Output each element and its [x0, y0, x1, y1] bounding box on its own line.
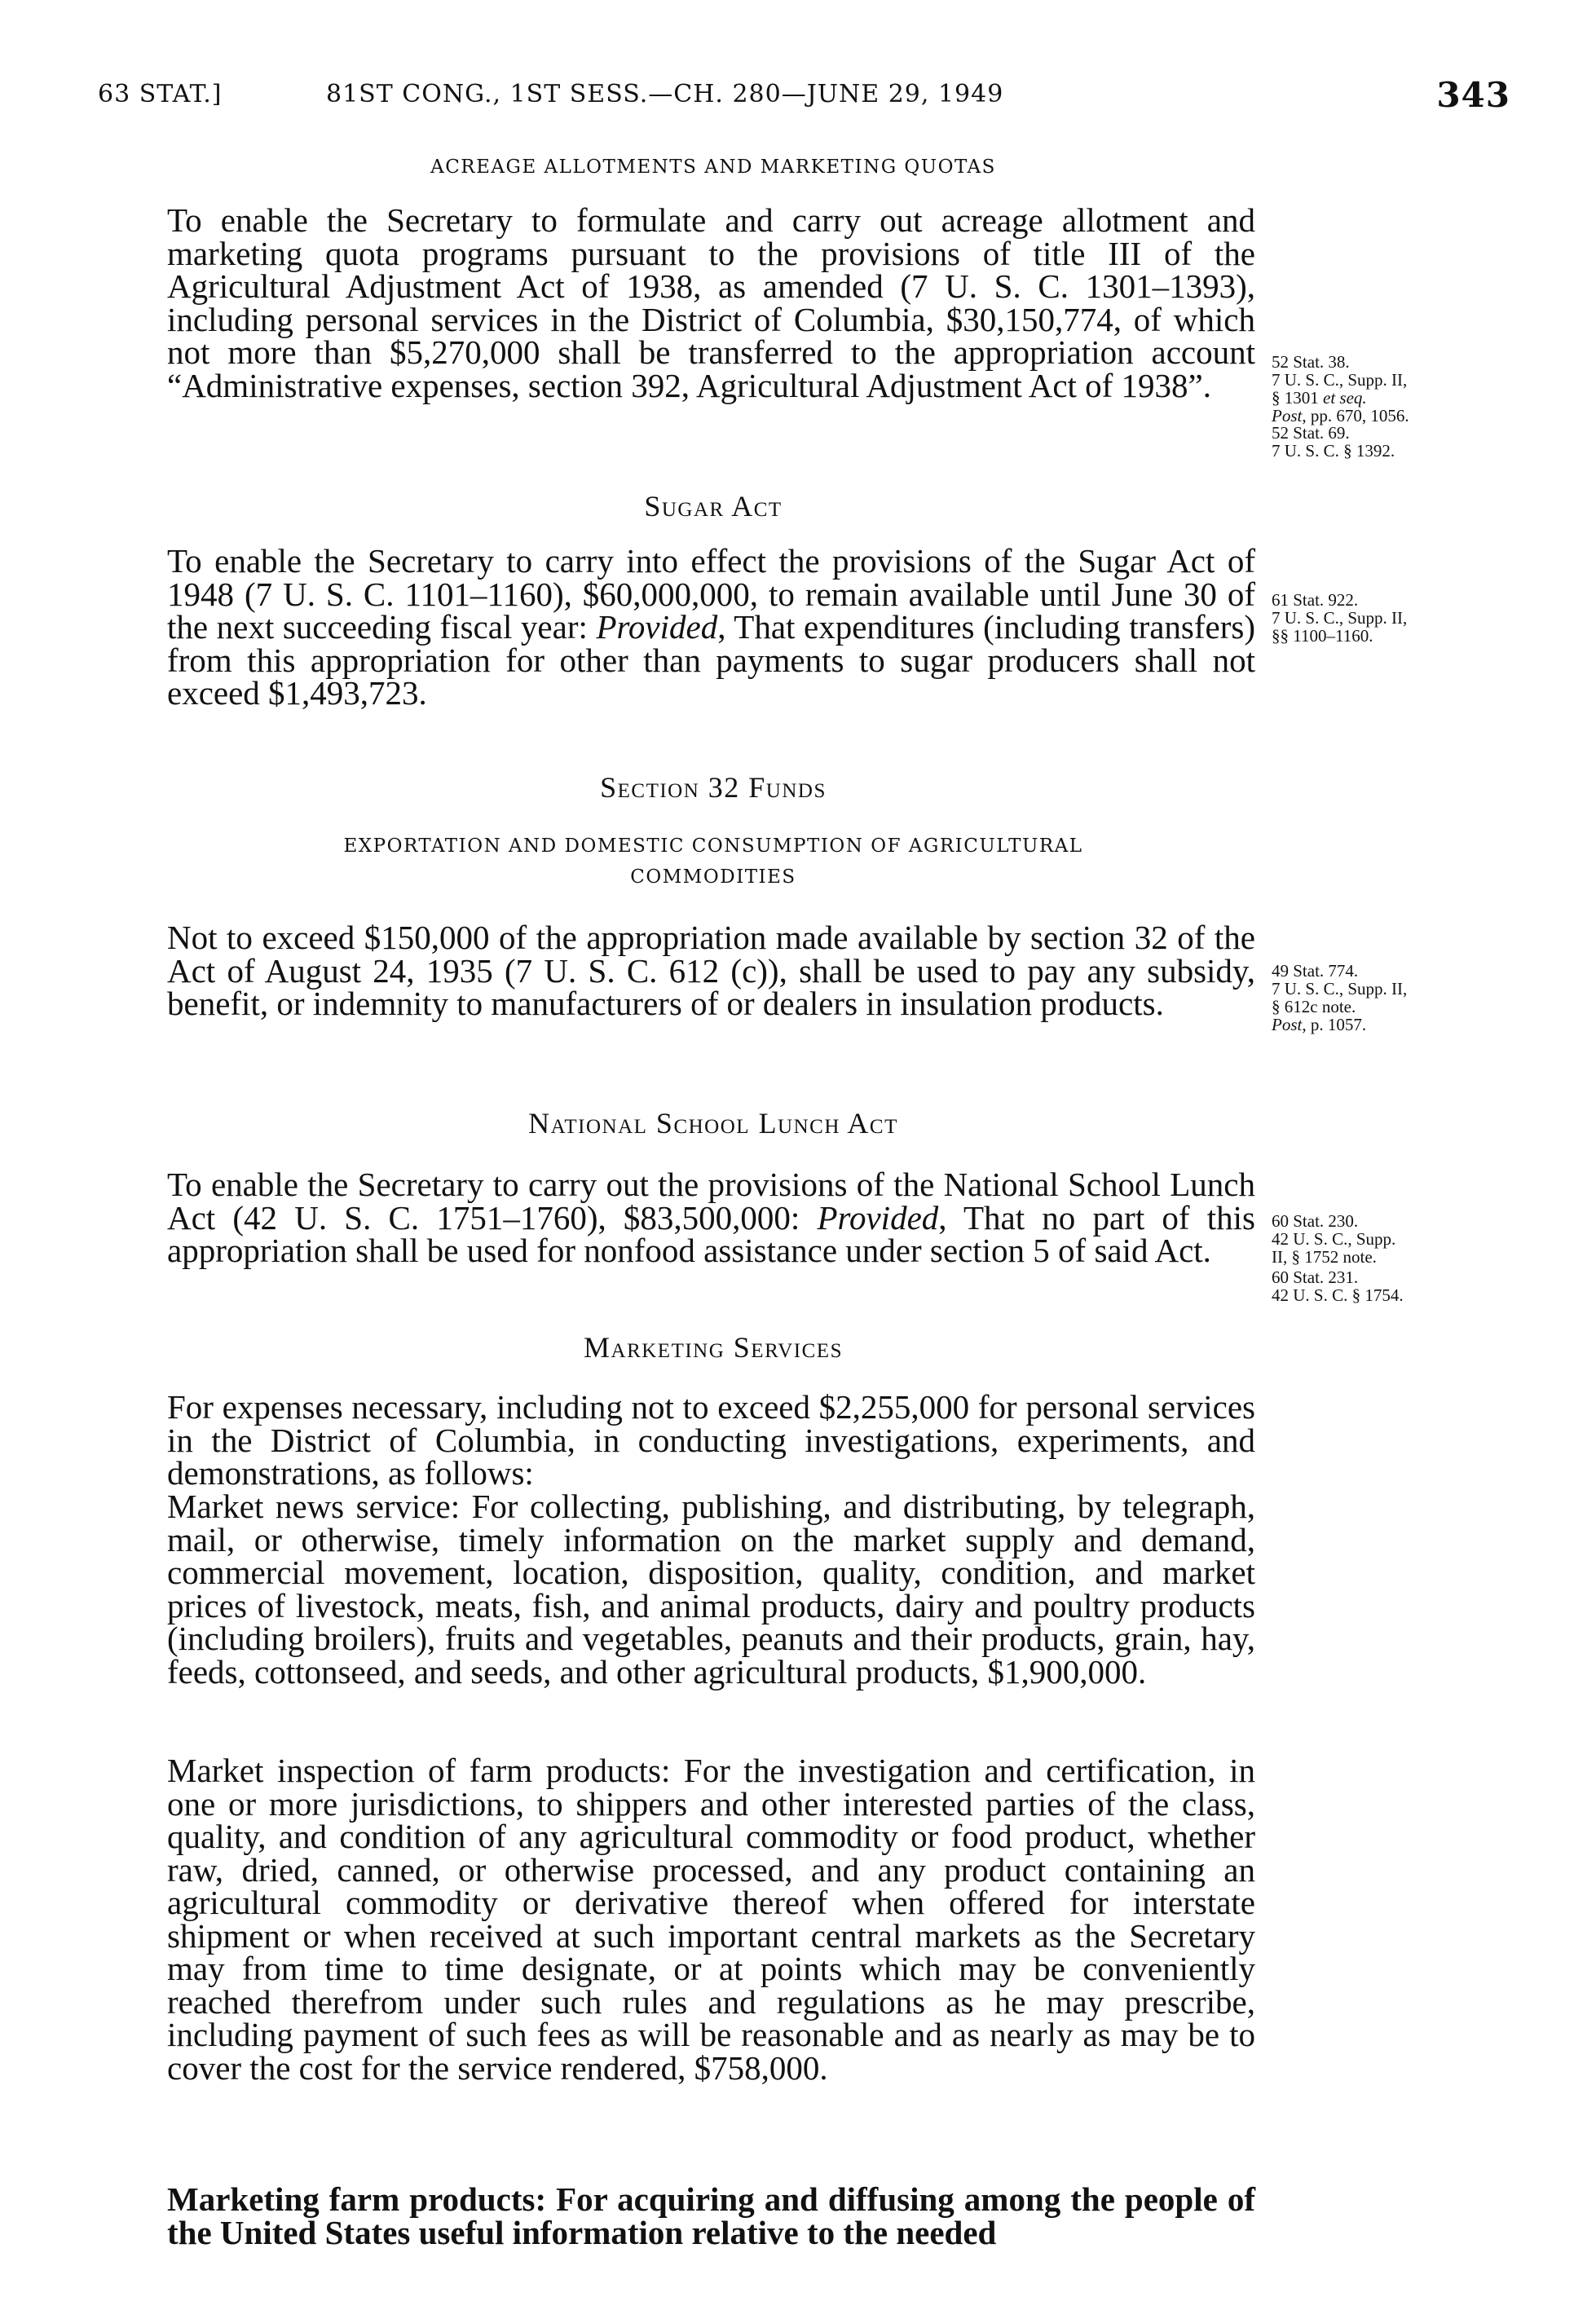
heading-marketing-services: Marketing Services: [584, 1331, 843, 1364]
page-number: 343: [1436, 75, 1510, 115]
paragraph-acreage: To enable the Secretary to formulate and carry out acreage allotment and marketing quota programs pursuant to the provisions of title III of the Agricultural Adjustment Act of 1938, as amended (7 U. S. C. 1301–1393), including personal services in the District of Columbia, $30,150,774, of which not more than $5,270,000 shall be transferred to the appropriation account “Administrative expenses, section 392, Agricultural Adjustment Act of 1938”.: [167, 201, 1255, 404]
paragraph-marketing-farm-products: Marketing farm products: For acquiring and diffusing among the people of the United States useful information relative to the needed: [167, 2180, 1255, 2251]
heading-acreage: ACREAGE ALLOTMENTS AND MARKETING QUOTAS: [430, 156, 996, 178]
paragraph-marketing-intro: For expenses necessary, including not to exceed $2,255,000 for personal services in the District of Columbia, in conducting investigations, experiments, and demonstrations, as follows:: [167, 1388, 1255, 1492]
margin-note-1: 52 Stat. 38. 7 U. S. C., Supp. II, § 1301 et seq. Post, pp. 670, 1056.: [1272, 352, 1409, 425]
paragraph-section-32: Not to exceed $150,000 of the appropriation made available by section 32 of the Act of August 24, 1935 (7 U. S. C. 612 (c)), shall be used to pay any subsidy, benefit, or indemnity to manufacturers of or dealers in insulation products.: [167, 919, 1255, 1022]
heading-sugar-act: Sugar Act: [644, 490, 783, 522]
margin-note-6: 60 Stat. 231. 42 U. S. C. § 1754.: [1272, 1267, 1404, 1305]
paragraph-market-news: Market news service: For collecting, publishing, and distributing, by telegraph, mail, or otherwise, timely information on the market supply and demand, commercial movement, location, disposition, quality, condition, and market prices of livestock, meats, fish, and animal products, dairy and poultry products (including broilers), fruits and vegetables, peanuts and their products, grain, hay, feeds, cottonseed, and seeds, and other agricultural products, $1,900,000.: [167, 1488, 1255, 1691]
paragraph-sugar-act: To enable the Secretary to carry into effect the provisions of the Sugar Act of 1948 (7 U. S. C. 1101–1160), $60,000,000, to remain available until June 30 of the next succeeding fiscal year: Provided, That expenditures (including transfers) from this appropriation for other than payments to sugar producers shall not exceed $1,493,723.: [167, 542, 1256, 712]
margin-note-5: 60 Stat. 230. 42 U. S. C., Supp. II, § 1752 note.: [1272, 1211, 1396, 1267]
heading-section-32: Section 32 Funds: [600, 771, 827, 804]
header-session: 81ST CONG., 1ST SESS.—CH. 280—JUNE 29, 1949: [326, 80, 1004, 108]
subheading-commodities: COMMODITIES: [630, 866, 796, 888]
paragraph-market-inspection: Market inspection of farm products: For the investigation and certification, in one or more jurisdictions, to shippers and other interested parties of the class, quality, and condition of any agricultural commodity or food product, whether raw, dried, canned, or otherwise processed, and any product containing an agricultural commodity or derivative thereof when offered for interstate shipment or when received at such important central markets as the Secretary may from time to time designate, or at points which may be conveniently reached therefrom under such rules and regulations as he may prescribe, including payment of such fees as will be reasonable and as nearly as may be to cover the cost for the service rendered, $758,000.: [167, 1752, 1255, 2087]
heading-school-lunch: National School Lunch Act: [528, 1107, 898, 1140]
margin-note-4: 49 Stat. 774. 7 U. S. C., Supp. II, § 612c note. Post, p. 1057.: [1272, 961, 1408, 1034]
paragraph-school-lunch: To enable the Secretary to carry out the provisions of the National School Lunch Act (42 U. S. C. 1751–1760), $83,500,000: Provided, That no part of this appropriation shall be used for nonfood assistance under section 5 of said Act.: [167, 1166, 1255, 1269]
subheading-exportation: EXPORTATION AND DOMESTIC CONSUMPTION OF AGRICULTURAL: [343, 835, 1083, 857]
margin-note-2: 52 Stat. 69. 7 U. S. C. § 1392.: [1272, 423, 1395, 461]
margin-note-3: 61 Stat. 922. 7 U. S. C., Supp. II, §§ 1100–1160.: [1272, 590, 1408, 646]
header-volume: 63 STAT.]: [98, 80, 223, 108]
